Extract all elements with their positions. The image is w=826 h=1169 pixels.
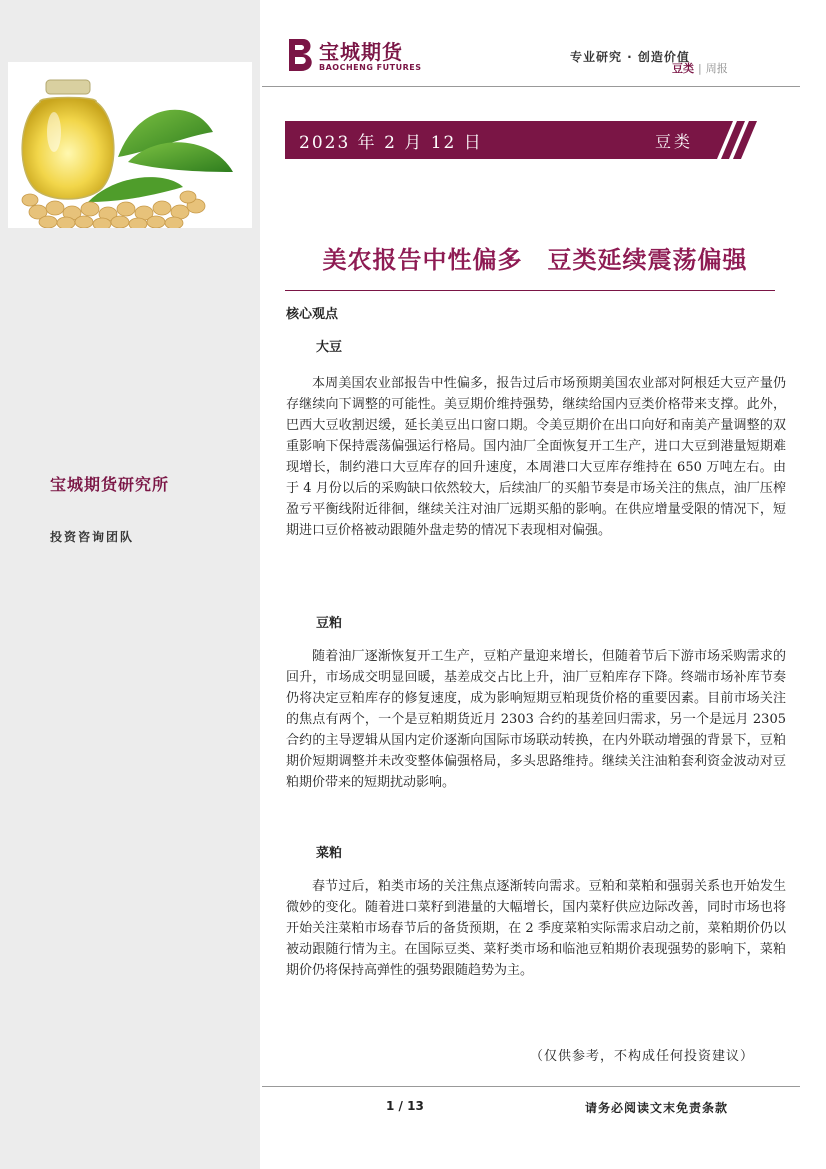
header-divider <box>262 86 800 87</box>
research-institute-name: 宝城期货研究所 <box>50 475 170 494</box>
footer-legal-note: 请务必阅读文末免责条款 <box>585 1101 729 1115</box>
report-category-tag: 豆类 | 周报 <box>672 62 728 75</box>
soybean-oil-photo <box>8 62 252 228</box>
section-body-soybean: 本周美国农业部报告中性偏多，报告过后市场预期美国农业部对阿根廷大豆产量仍存继续向下调整的可能性。美豆期价维持强势，继续给国内豆类价格带来支撑。此外，巴西大豆收割迟缓，延长美豆出口窗口期。令美豆期价在出口向好和南美产量调整的双重影响下保持震荡偏强运行格局。国内油厂全面恢复开工生产，进口大豆到港量短期难现增长，制约港口大豆库存的回升速度，本周港口大豆库存维持在 650 万吨左右。由于 4 月份以后的采购缺口依然较大，后续油厂的买船节奏是市场关注的焦点，油厂压榨盈亏平衡线附近徘徊，继续关注对油厂远期买船的影响。在供应增量受限的情况下，短期进口豆价格被动跟随外盘走势的情况下表现相对偏强。 <box>286 376 786 538</box>
header-tagline: 专业研究 · 创造价值 <box>570 50 690 64</box>
page-number: 1 / 13 <box>386 1099 424 1113</box>
logo-mark-icon <box>285 35 315 75</box>
section-heading-rapeseed-meal: 菜粕 <box>316 846 343 861</box>
date-banner <box>285 121 765 159</box>
soybean-oil-illustration <box>8 62 252 228</box>
report-type: 周报 <box>705 62 728 75</box>
sidebar <box>0 0 260 1169</box>
section-heading-soybean: 大豆 <box>316 340 343 355</box>
advisory-team-label: 投资咨询团队 <box>50 530 135 544</box>
report-date: 2023 年 2 月 12 日 <box>299 133 483 153</box>
disclaimer: （仅供参考，不构成任何投资建议） <box>530 1049 755 1064</box>
company-logo <box>285 35 435 77</box>
header-category: 豆类 <box>672 62 694 75</box>
section-body-soymeal: 随着油厂逐渐恢复开工生产，豆粕产量迎来增长，但随着节后下游市场采购需求的回升，市场成交明显回暖，基差成交占比上升，油厂豆粕库存下降。终端市场补库节奏仍将决定豆粕库存的修复速度，成为影响短期豆粕现货价格的重要因素。目前市场关注的焦点有两个，一个是豆粕期货近月 2303 合约的基差回归需求，另一个是远月 2305 合约的主导逻辑从国内定价逐渐向国际市场联动转换，在内外联动增强的背景下，豆粕期价短期调整并未改变整体偏强格局，多头思路维持。继续关注油粕套利资金波动对豆粕期价带来的短期扰动影响。 <box>286 649 786 790</box>
section-body-rapeseed-meal: 春节过后，粕类市场的关注焦点逐渐转向需求。豆粕和菜粕和强弱关系也开始发生微妙的变化。随着进口菜籽到港量的大幅增长，国内菜籽供应边际改善，同时市场也将开始关注菜粕市场春节后的备货预期，在 2 季度菜粕实际需求启动之前，菜粕期价仍以被动跟随行情为主。在国际豆类、菜籽类市场和临池豆粕期价表现强势的影响下，菜粕期价仍将保持高弹性的强势跟随趋势为主。 <box>286 879 786 978</box>
logo-english-name: BAOCHENG FUTURES <box>319 63 422 72</box>
title-divider <box>285 290 775 291</box>
report-title: 美农报告中性偏多 豆类延续震荡偏强 <box>322 246 748 274</box>
logo-name: 宝城期货 <box>319 40 403 64</box>
core-view-label: 核心观点 <box>286 307 339 322</box>
banner-category: 豆类 <box>655 132 694 151</box>
footer-divider <box>262 1086 800 1087</box>
section-heading-soymeal: 豆粕 <box>316 616 343 631</box>
